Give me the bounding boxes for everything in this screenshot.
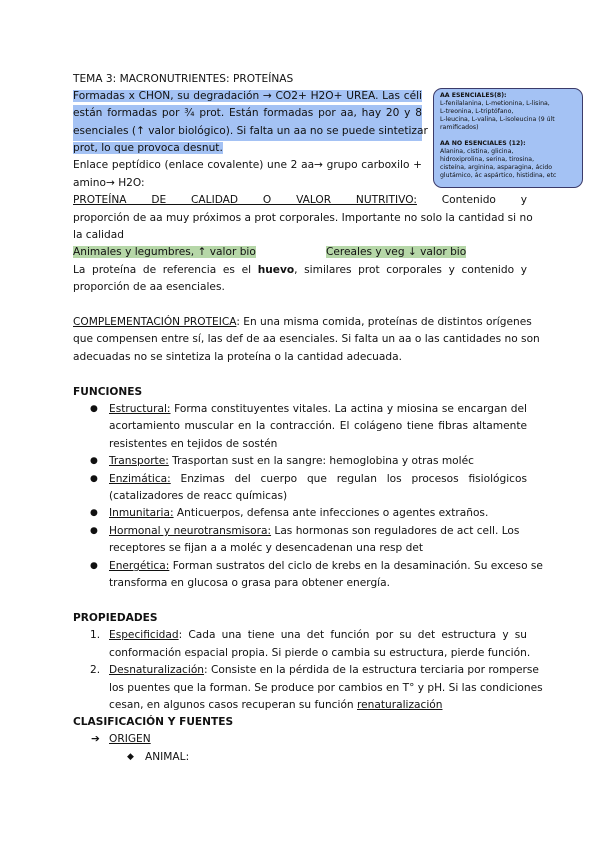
referencia-huevo: huevo: [257, 264, 295, 276]
calidad-animales: [73, 244, 256, 262]
page-title: TEMA 3: MACRONUTRIENTES: PROTEÍNAS: [73, 73, 294, 85]
propiedad-desnaturalizacion-line-1: [109, 662, 539, 680]
funcion-text: Enzimas del cuerpo que regulan los procesos fisiológicos: [170, 473, 527, 485]
propiedad-especificidad-line-2: conformación espacial propia. Si pierde o cambia su estructura, pierde función.: [109, 647, 531, 659]
funcion-term: Hormonal y neurotransmisora:: [109, 525, 272, 537]
complementacion-line-1-rest: : En una misma comida, proteínas de distintos orígenes: [236, 316, 532, 328]
complementacion-line-3: adecuadas no se sintetiza la proteína o la cantidad adecuada.: [73, 351, 402, 363]
calidad-heading: PROTEÍNA DE CALIDAD O VALOR NUTRITIVO:: [73, 194, 417, 206]
intro-line-5: Enlace peptídico (enlace covalente) une 2 aa→ grupo carboxilo +: [73, 159, 422, 171]
callout-esenciales-line-2: L-treonina, L-triptófano,: [440, 108, 514, 115]
propiedad-term: Desnaturalización: [109, 664, 205, 676]
funcion-energetica-line-2: transforma en glucosa o grasa para obtener energía.: [109, 577, 390, 589]
referencia-line-2: proporción de aa esenciales.: [73, 281, 225, 293]
funcion-text: Las hormonas son reguladores de act cell. Los: [271, 525, 520, 537]
complementacion-heading: COMPLEMENTACIÓN PROTEICA: [73, 316, 237, 328]
calidad-line-1: [73, 192, 527, 210]
animal-label: ANIMAL:: [145, 751, 190, 763]
callout-esenciales-title: AA ESENCIALES(8):: [440, 92, 507, 99]
calidad-cereales-text: Cereales y veg ↓ valor bio: [326, 246, 467, 258]
calidad-line-3: la calidad: [73, 229, 124, 241]
funcion-enzimatica-line-2: (catalizadores de reacc químicas): [109, 490, 288, 502]
callout-no-esenciales-line-3: cisteína, arginina, asparagina, ácido: [440, 164, 553, 171]
callout-esenciales-line-3: L-leucina, L-valina, L-isoleucina (9 últ: [440, 116, 555, 123]
list-number: 1.: [90, 629, 101, 641]
calidad-animales-text: Animales y legumbres, ↑ valor bio: [73, 246, 256, 258]
bullet-icon: ●: [90, 508, 98, 518]
funcion-estructural-line-3: resistentes en tejidos de sostén: [109, 438, 278, 450]
callout-no-esenciales-line-1: Alanina, cistina, glicina,: [440, 148, 514, 155]
callout-no-esenciales-title: AA NO ESENCIALES (12):: [440, 140, 526, 147]
funcion-transporte-line-1: [109, 453, 474, 471]
funcion-term: Energética:: [109, 560, 170, 572]
propiedad-especificidad-line-1: [109, 627, 527, 645]
propiedad-term: Especificidad: [109, 629, 179, 641]
referencia-pre: La proteína de referencia es el: [73, 264, 252, 276]
bullet-icon: ●: [90, 474, 98, 484]
funcion-term: Enzimática:: [109, 473, 171, 485]
propiedad-desnaturalizacion-line-2: los puentes que la forman. Se produce por cambios en T° y pH. Si las condiciones: [109, 682, 543, 694]
diamond-icon: ◆: [127, 752, 134, 762]
intro-line-2: están formadas por ¾ prot. Están formadas por aa, hay 20 y 8: [73, 105, 422, 123]
arrow-icon: ➔: [91, 733, 100, 745]
propiedad-text: : Consiste en la pérdida de la estructura terciaria por romperse: [204, 664, 539, 676]
complementacion-line-2: que compensen entre sí, las def de aa esenciales. Si falta un aa o las cantidades no son: [73, 333, 540, 345]
list-number: 2.: [90, 664, 101, 676]
funcion-term: Inmunitaria:: [109, 507, 174, 519]
referencia-line-1: [73, 262, 527, 280]
callout-esenciales-line-1: L-fenilalanina, L-metionina, L-lisina,: [440, 100, 550, 107]
bullet-icon: ●: [90, 526, 98, 536]
funcion-term: Estructural:: [109, 403, 171, 415]
callout-no-esenciales-line-4: glutámico, ác aspártico, histidina, etc: [440, 172, 557, 179]
funcion-inmunitaria-line-1: [109, 505, 488, 523]
propiedades-heading: PROPIEDADES: [73, 612, 158, 624]
funcion-hormonal-line-2: receptores se fijan a a moléc y desencadenan una resp det: [109, 542, 424, 554]
origen-label: ORIGEN: [109, 733, 151, 745]
calidad-line-1-rest: Contenido y: [441, 194, 527, 206]
clasificacion-heading: CLASIFICACIÓN Y FUENTES: [73, 716, 234, 728]
funcion-text: Forma constituyentes vitales. La actina y miosina se encargan del: [170, 403, 527, 415]
calidad-cereales: [326, 244, 466, 262]
funcion-estructural-line-1: [109, 401, 527, 419]
complementacion-line-1: [73, 314, 532, 332]
propiedad-text: : Cada una tiene una det función por su det estructura y su: [178, 629, 527, 641]
referencia-post: , similares prot corporales y contenido y: [294, 264, 527, 276]
funcion-term: Transporte:: [109, 455, 169, 467]
callout-no-esenciales-line-2: hidroxiprolina, serina, tirosina,: [440, 156, 535, 163]
amino-acids-callout: [433, 88, 583, 188]
propiedad-desnaturalizacion-line-3: [109, 697, 442, 715]
intro-text-1: Formadas x CHON, su degradación → CO2+ H2O+ UREA. Las céli: [73, 90, 422, 102]
intro-line-4: [73, 140, 223, 158]
propiedad-text: cesan, en algunos casos recuperan su función: [109, 699, 358, 711]
funcion-text: Forman sustratos del ciclo de krebs en la desaminación. Su exceso se: [169, 560, 543, 572]
intro-text-4: prot, lo que provoca desnut.: [73, 142, 223, 154]
callout-esenciales-line-4: ramificados): [440, 124, 479, 131]
intro-line-6: amino→ H2O:: [73, 177, 145, 189]
renaturalizacion-term: renaturalización: [357, 699, 443, 711]
funcion-estructural-line-2: acortamiento muscular en la contracción. El colágeno tiene fibras altamente: [109, 420, 527, 432]
funciones-heading: FUNCIONES: [73, 386, 143, 398]
funcion-enzimatica-line-1: [109, 471, 527, 489]
bullet-icon: ●: [90, 561, 98, 571]
intro-line-1: [73, 88, 422, 106]
intro-line-3: esenciales (↑ valor biológico). Si falta un aa no se puede sintetizar: [73, 123, 422, 141]
funcion-text: Anticuerpos, defensa ante infecciones o agentes extraños.: [173, 507, 489, 519]
bullet-icon: ●: [90, 456, 98, 466]
bullet-icon: ●: [90, 404, 98, 414]
funcion-hormonal-line-1: [109, 523, 519, 541]
funcion-text: Trasportan sust en la sangre: hemoglobina y otras moléc: [168, 455, 474, 467]
funcion-energetica-line-1: [109, 558, 543, 576]
calidad-line-2: proporción de aa muy próximos a prot corporales. Importante no solo la cantidad si no: [73, 212, 533, 224]
